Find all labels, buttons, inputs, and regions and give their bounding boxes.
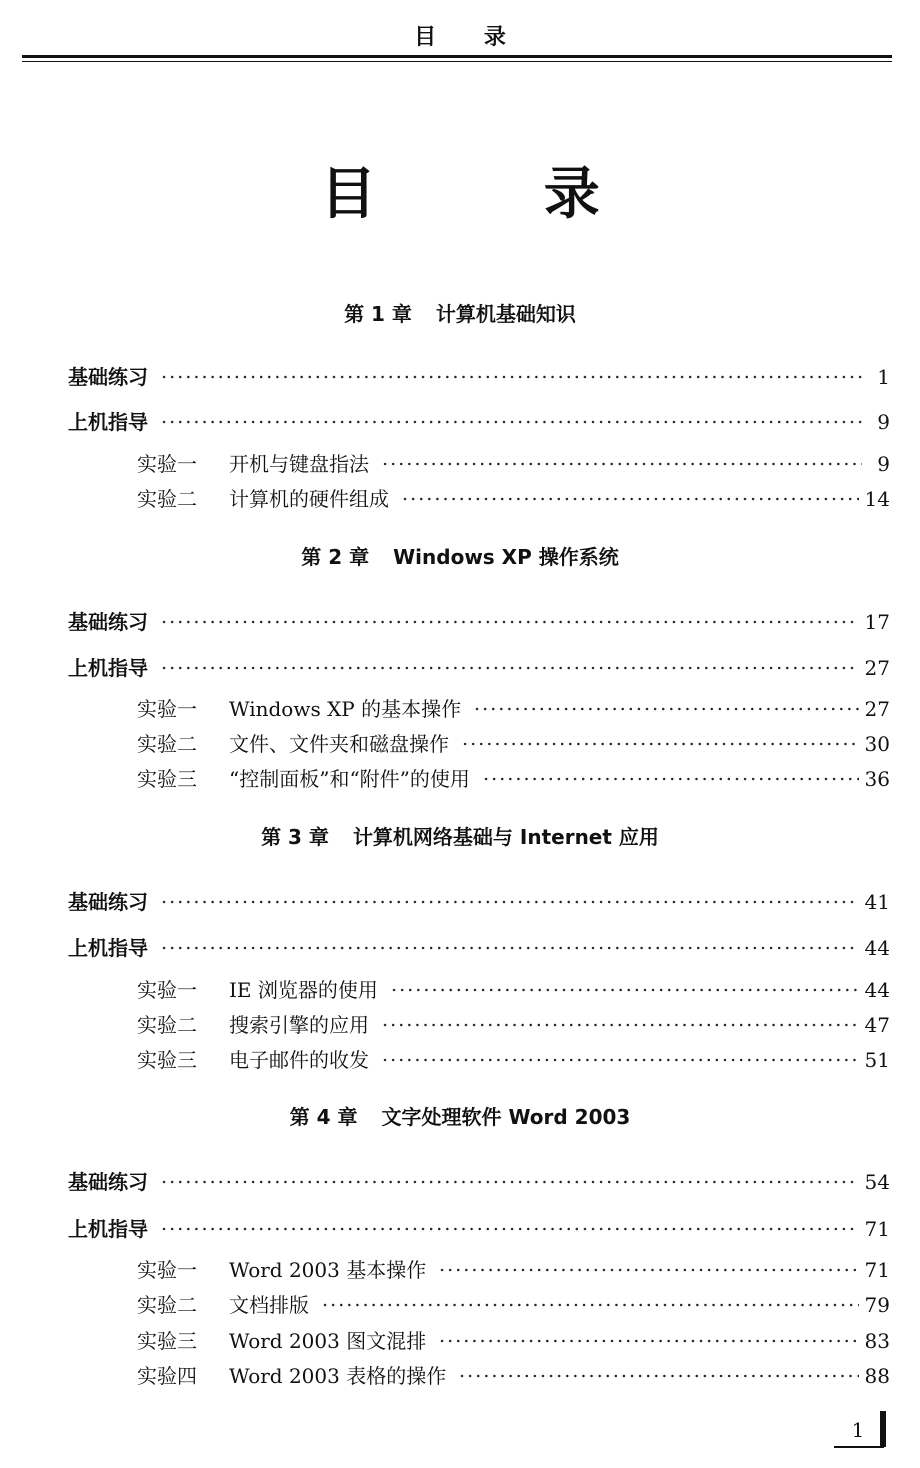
entry-title: 基础练习 (68, 1170, 148, 1194)
entry-page-number: 54 (864, 1170, 890, 1194)
chapter-title: Windows XP 操作系统 (393, 545, 619, 569)
entry-page-number: 88 (864, 1364, 890, 1388)
entry-page-number: 44 (864, 978, 890, 1002)
chapter-title: 计算机网络基础与 Internet 应用 (352, 825, 659, 849)
entry-page-number: 1 (877, 365, 890, 389)
dot-leader (160, 946, 859, 950)
entry-page-number: 36 (864, 767, 890, 791)
dot-leader (160, 666, 859, 670)
chapter-title: 文字处理软件 Word 2003 (381, 1105, 631, 1129)
toc-subentry[interactable] (137, 450, 890, 478)
dot-leader (160, 900, 859, 904)
experiment-number: 实验二 (137, 1013, 197, 1037)
entry-title: “控制面板”和“附件”的使用 (229, 767, 470, 791)
dot-leader (473, 707, 858, 711)
experiment-number: 实验二 (137, 1293, 197, 1317)
entry-title: 文档排版 (229, 1293, 309, 1317)
dot-leader (438, 1268, 858, 1272)
chapter-heading (0, 300, 920, 328)
entry-page-number: 9 (877, 410, 890, 434)
entry-title: 上机指导 (68, 656, 148, 680)
experiment-number: 实验一 (137, 697, 197, 721)
toc-subentry[interactable] (137, 765, 890, 793)
entry-title: 基础练习 (68, 610, 148, 634)
toc-subentry[interactable] (137, 1291, 890, 1319)
entry-page-number: 71 (864, 1258, 890, 1282)
dot-leader (160, 620, 859, 624)
experiment-number: 实验一 (137, 978, 197, 1002)
toc-entry[interactable] (68, 654, 890, 682)
entry-page-number: 27 (864, 697, 890, 721)
toc-subentry[interactable] (137, 695, 890, 723)
dot-leader (160, 1227, 859, 1231)
entry-page-number: 83 (864, 1329, 890, 1353)
chapter-number: 第 4 章 (289, 1105, 358, 1129)
toc-subentry[interactable] (137, 1362, 890, 1390)
toc-entry[interactable] (68, 1215, 890, 1243)
dot-leader (458, 1374, 858, 1378)
dot-leader (321, 1303, 859, 1307)
dot-leader (461, 742, 859, 746)
entry-title: 基础练习 (68, 365, 148, 389)
entry-title: 计算机的硬件组成 (229, 487, 389, 511)
dot-leader (160, 1180, 859, 1184)
toc-entry[interactable] (68, 608, 890, 636)
toc-subentry[interactable] (137, 1327, 890, 1355)
entry-page-number: 47 (864, 1013, 890, 1037)
chapter-title: 计算机基础知识 (435, 302, 576, 326)
chapter-number: 第 1 章 (344, 302, 412, 326)
toc-subentry[interactable] (137, 1256, 890, 1284)
entry-page-number: 71 (864, 1217, 890, 1241)
entry-page-number: 14 (864, 487, 890, 511)
entry-title: 搜索引擎的应用 (229, 1013, 369, 1037)
chapter-heading (0, 543, 920, 571)
page-number: 1 (851, 1418, 865, 1442)
entry-page-number: 17 (864, 610, 890, 634)
toc-entry[interactable] (68, 408, 890, 436)
entry-page-number: 9 (877, 452, 890, 476)
entry-title: 上机指导 (68, 936, 148, 960)
experiment-number: 实验二 (137, 732, 197, 756)
experiment-number: 实验三 (137, 1329, 197, 1353)
toc-subentry[interactable] (137, 976, 890, 1004)
dot-leader (482, 777, 859, 781)
entry-page-number: 51 (864, 1048, 890, 1072)
entry-page-number: 30 (864, 732, 890, 756)
entry-page-number: 44 (864, 936, 890, 960)
toc-entry[interactable] (68, 888, 890, 916)
dot-leader (390, 988, 859, 992)
chapter-heading (0, 823, 920, 851)
experiment-number: 实验一 (137, 452, 197, 476)
entry-title: Word 2003 表格的操作 (229, 1364, 447, 1388)
toc-subentry[interactable] (137, 1046, 890, 1074)
chapter-number: 第 3 章 (261, 825, 329, 849)
dot-leader (381, 1023, 859, 1027)
toc-entry[interactable] (68, 1168, 890, 1196)
entry-page-number: 41 (864, 890, 890, 914)
page-number-bar (880, 1411, 886, 1447)
page-number-rule (834, 1446, 884, 1448)
entry-title: 电子邮件的收发 (229, 1048, 369, 1072)
entry-page-number: 27 (864, 656, 890, 680)
dot-leader (160, 375, 862, 379)
entry-page-number: 79 (864, 1293, 890, 1317)
toc-subentry[interactable] (137, 730, 890, 758)
toc-entry[interactable] (68, 934, 890, 962)
running-header: 目 录 (414, 25, 526, 50)
entry-title: 上机指导 (68, 1217, 148, 1241)
dot-leader (381, 462, 862, 466)
experiment-number: 实验二 (137, 487, 197, 511)
dot-leader (381, 1058, 859, 1062)
toc-entry[interactable] (68, 363, 890, 391)
experiment-number: 实验三 (137, 1048, 197, 1072)
chapter-heading (0, 1103, 920, 1131)
chapter-number: 第 2 章 (301, 545, 370, 569)
experiment-number: 实验一 (137, 1258, 197, 1282)
toc-subentry[interactable] (137, 485, 890, 513)
entry-title: IE 浏览器的使用 (229, 978, 378, 1002)
dot-leader (438, 1339, 858, 1343)
experiment-number: 实验四 (137, 1364, 197, 1388)
entry-title: 文件、文件夹和磁盘操作 (229, 732, 449, 756)
entry-title: Word 2003 基本操作 (229, 1258, 427, 1282)
dot-leader (401, 497, 859, 501)
toc-subentry[interactable] (137, 1011, 890, 1039)
entry-title: 开机与键盘指法 (229, 452, 369, 476)
entry-title: 上机指导 (68, 410, 148, 434)
entry-title: Word 2003 图文混排 (229, 1329, 427, 1353)
entry-title: Windows XP 的基本操作 (229, 697, 462, 721)
page-title: 目 录 (320, 162, 674, 227)
experiment-number: 实验三 (137, 767, 197, 791)
entry-title: 基础练习 (68, 890, 148, 914)
dot-leader (160, 420, 862, 424)
